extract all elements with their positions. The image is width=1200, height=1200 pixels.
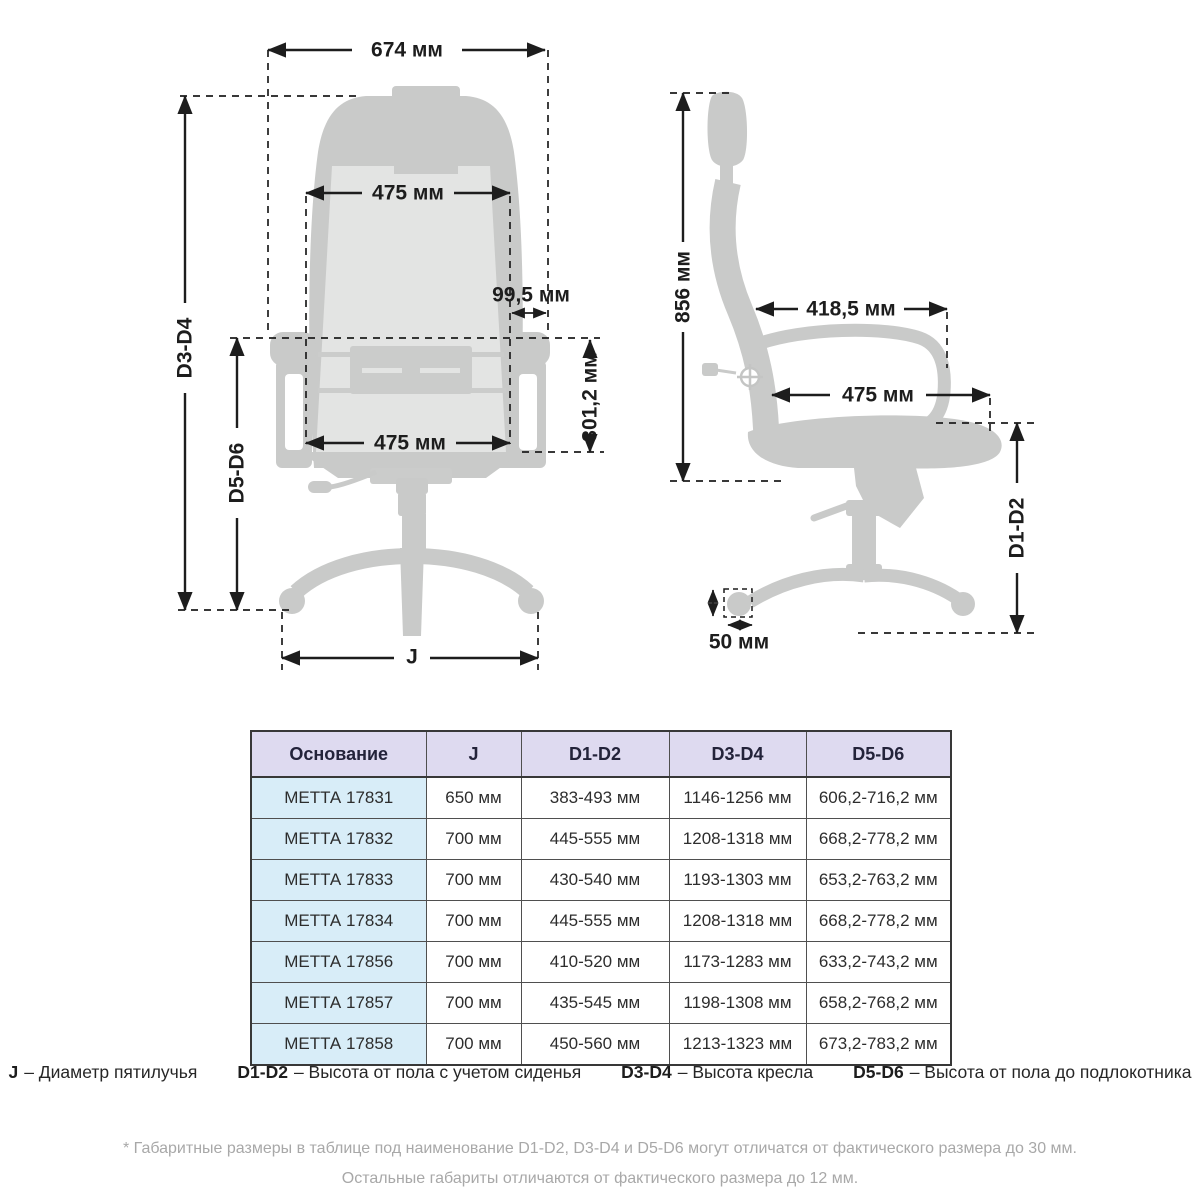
side-seat-depth-label: 475 мм bbox=[842, 383, 914, 407]
legend-desc: – Высота кресла bbox=[677, 1062, 814, 1082]
side-seat-height-label: D1-D2 bbox=[1005, 497, 1029, 559]
table-row bbox=[251, 1024, 951, 1066]
value-cell: 700 мм bbox=[426, 942, 521, 983]
legend-item-d1d2 bbox=[237, 1062, 581, 1083]
model-cell: МЕТТА 17856 bbox=[251, 942, 426, 983]
table-row bbox=[251, 819, 951, 860]
table-row bbox=[251, 777, 951, 819]
legend-item-d3d4 bbox=[621, 1062, 813, 1083]
front-base-diameter-label: J bbox=[406, 645, 418, 669]
side-backrest-armrest-label: 418,5 мм bbox=[806, 297, 896, 321]
value-cell: 1208-1318 мм bbox=[669, 819, 806, 860]
value-cell: 445-555 мм bbox=[521, 901, 669, 942]
footnote bbox=[0, 1134, 1200, 1194]
dim-front-armrest-floor-d5d6 bbox=[226, 338, 249, 610]
legend-desc: – Высота от пола с учетом сиденья bbox=[293, 1062, 582, 1082]
table-row bbox=[251, 942, 951, 983]
table-row bbox=[251, 860, 951, 901]
col-header-d5d6: D5-D6 bbox=[806, 731, 951, 777]
value-cell: 445-555 мм bbox=[521, 819, 669, 860]
legend bbox=[0, 1062, 1200, 1083]
side-total-height-label: 856 мм bbox=[671, 251, 695, 323]
value-cell: 633,2-743,2 мм bbox=[806, 942, 951, 983]
value-cell: 1173-1283 мм bbox=[669, 942, 806, 983]
value-cell: 668,2-778,2 мм bbox=[806, 819, 951, 860]
value-cell: 650 мм bbox=[426, 777, 521, 819]
value-cell: 658,2-768,2 мм bbox=[806, 983, 951, 1024]
table-header-row bbox=[251, 731, 951, 777]
legend-key: D5-D6 bbox=[853, 1062, 904, 1082]
legend-key: J bbox=[8, 1062, 19, 1082]
col-header-j: J bbox=[426, 731, 521, 777]
legend-item-d5d6 bbox=[853, 1062, 1191, 1083]
front-seat-width-label: 475 мм bbox=[374, 431, 446, 455]
value-cell: 1193-1303 мм bbox=[669, 860, 806, 901]
value-cell: 653,2-763,2 мм bbox=[806, 860, 951, 901]
model-cell: МЕТТА 17834 bbox=[251, 901, 426, 942]
front-backrest-width-label: 475 мм bbox=[372, 181, 444, 205]
value-cell: 700 мм bbox=[426, 819, 521, 860]
value-cell: 450-560 мм bbox=[521, 1024, 669, 1066]
side-caster-size-label: 50 мм bbox=[708, 630, 770, 654]
value-cell: 700 мм bbox=[426, 901, 521, 942]
value-cell: 435-545 мм bbox=[521, 983, 669, 1024]
chair-front-silhouette bbox=[270, 86, 550, 636]
front-height-label: D3-D4 bbox=[173, 317, 197, 379]
front-armrest-offset-label: 99,5 мм bbox=[492, 283, 570, 307]
footnote-line-1: * Габаритные размеры в таблице под наименование D1-D2, D3-D4 и D5-D6 могут отличатся от фактического размера до 30 мм. bbox=[123, 1140, 1077, 1157]
model-cell: МЕТТА 17833 bbox=[251, 860, 426, 901]
value-cell: 1208-1318 мм bbox=[669, 901, 806, 942]
front-overall-width-label: 674 мм bbox=[371, 38, 443, 62]
value-cell: 700 мм bbox=[426, 1024, 521, 1066]
legend-key: D3-D4 bbox=[621, 1062, 672, 1082]
value-cell: 700 мм bbox=[426, 983, 521, 1024]
table-row bbox=[251, 983, 951, 1024]
value-cell: 1198-1308 мм bbox=[669, 983, 806, 1024]
value-cell: 430-540 мм bbox=[521, 860, 669, 901]
value-cell: 383-493 мм bbox=[521, 777, 669, 819]
value-cell: 673,2-783,2 мм bbox=[806, 1024, 951, 1066]
col-header-base: Основание bbox=[251, 731, 426, 777]
legend-item-j bbox=[8, 1062, 197, 1083]
legend-key: D1-D2 bbox=[237, 1062, 288, 1082]
col-header-d3d4: D3-D4 bbox=[669, 731, 806, 777]
legend-desc: – Высота от пола до подлокотника bbox=[909, 1062, 1192, 1082]
value-cell: 410-520 мм bbox=[521, 942, 669, 983]
table-row bbox=[251, 901, 951, 942]
front-armrest-floor-label: D5-D6 bbox=[225, 442, 249, 504]
value-cell: 606,2-716,2 мм bbox=[806, 777, 951, 819]
footnote-line-2: Остальные габариты отличаются от фактического размера до 12 мм. bbox=[341, 1170, 859, 1187]
legend-desc: – Диаметр пятилучья bbox=[24, 1062, 198, 1082]
value-cell: 1146-1256 мм bbox=[669, 777, 806, 819]
model-cell: МЕТТА 17831 bbox=[251, 777, 426, 819]
model-cell: МЕТТА 17832 bbox=[251, 819, 426, 860]
model-cell: МЕТТА 17858 bbox=[251, 1024, 426, 1066]
value-cell: 1213-1323 мм bbox=[669, 1024, 806, 1066]
value-cell: 668,2-778,2 мм bbox=[806, 901, 951, 942]
model-cell: МЕТТА 17857 bbox=[251, 983, 426, 1024]
value-cell: 700 мм bbox=[426, 860, 521, 901]
dimensions-table bbox=[250, 730, 952, 1066]
col-header-d1d2: D1-D2 bbox=[521, 731, 669, 777]
front-armrest-height-label: 301,2 мм bbox=[578, 352, 602, 442]
chair-side-silhouette bbox=[702, 92, 1002, 616]
